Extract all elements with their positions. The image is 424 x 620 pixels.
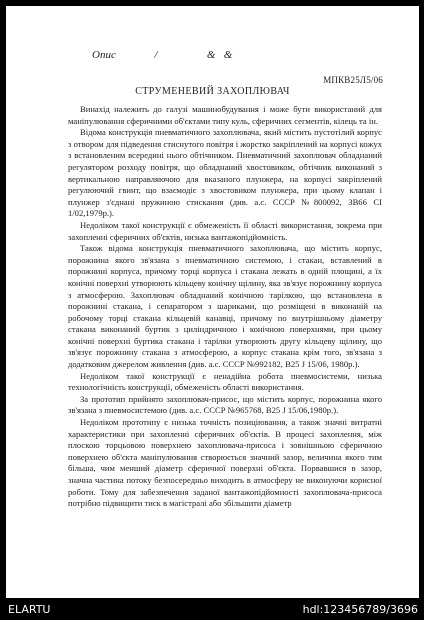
handle-id: hdl:123456789/3696 [302, 603, 418, 616]
description-header: Опис / & & [92, 49, 233, 61]
paragraph: Винахід належить до галузі машинобудування і може бути використаний для маніпулювання сферичними об'єктами типу куль, сферичних сегментів, кілець та ін. [68, 104, 382, 126]
paragraph: За прототип прийнято захоплювач-присос, що містить корпус, порожнина якого зв'язана з пневмосистемою (див. а.с. СССР №965768, В25 J 15/06,1980р.). [68, 393, 382, 416]
paragraph: Також відома конструкція пневматичного захоплювача, що містить корпус, порожнина якого зв'язана з пневматичною системою, і стакан, вставлений в порожнині корпуса, причому торці корпуса і стакана лежать в одній площині, а їх конічні поверхні утворюють кільцеву конічну щілину, яка зв'язує порожнину корпуса з атмосферою. Захоплювач обладнаний конічною тарілкою, що встановлена в порожнині стакана, і сепаратором з шариками, що розміщені в виконаній на робочому торці стакана кільцевій канавці, причому по внутрішньому діаметру стакана виконаний буртик з циліндричною і конічною поверхнями, при цьому конічні поверхні буртика стакана і тарілки утворюють другу кільцеву щілину, що зв'язує порожнину стакана з атмосферою, а корпус стакана крім того, зв'язана з додатковим джерелом живлення (див. а.с. СССР №992182, В25 J 15/06, 1980р.). [68, 243, 382, 370]
paragraph: Недоліком прототипу є низька точність позиціювання, а також значні витратні характеристики при захопленні сферичних об'єктів. В процесі захоплення, між плоскою торцьовою поверхнею захоплювача-присоса і зовнішньою сферичною поверхнею об'єкта маніпулювання створюється значний зазор, величина якого тим більша, чим менший діаметр сферичної поверхні об'єкта. Порвавшися в зазор, значна частина потоку безпосередньо виходить в атмосферу не виконуючи корисної роботи. Тому для забезпечення заданої вантажопідйомності захоплювача-присоса потрібно підвищити тиск в магістралі або збільшити діаметр [68, 417, 382, 509]
paragraph: Недоліком такої конструкції є обмеженість її області використання, зокрема при захопленні сферичних об'єктів, низька вантажопідйомність. [68, 219, 382, 242]
document-page [6, 6, 419, 598]
classification-code: МПКВ25Л5/06 [323, 75, 383, 85]
document-body [68, 104, 382, 510]
footer-bar [0, 598, 424, 620]
paragraph: Недоліком такої конструкції є ненадійна робота пневмосистеми, низька технологічність конструкції, обмеженість області використання. [68, 370, 382, 393]
document-title: СТРУМЕНЕВИЙ ЗАХОПЛЮВАЧ [135, 86, 290, 97]
paragraph: Відома конструкція пневматичного захоплювача, який містить пустотілий корпус з отвором для підведення стиснутого повітря і жорстко закріплений на корпусі кожух з встановленим всередині нього обтічником. Пневматичний захоплювач обладнаний регулятором розходу повітря, що обладнаний хвостовиком, обтічник виконаний з вертикальною направляючою для вказаного плунжера, на корпусі закріплений регулюючий гвинт, що взаємодіє з хвостовиком плунжера, при цьому клапан і плунжер з'єднані пружиною стискання (див. а.с. СССР №800092, ЗВ66 СІ 1/02,1979р.). [68, 127, 382, 219]
repository-name: ELARTU [8, 603, 51, 616]
